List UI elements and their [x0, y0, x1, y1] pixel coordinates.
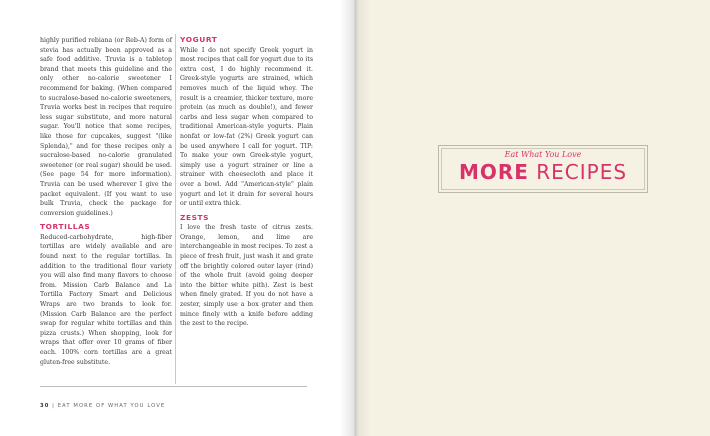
page-footer [40, 403, 165, 409]
tortillas-heading: TORTILLAS [40, 222, 91, 232]
section-title [438, 160, 648, 184]
running-title: EAT MORE OF WHAT YOU LOVE [57, 403, 166, 409]
footer-separator: | [52, 403, 56, 409]
zests-heading: ZESTS [180, 212, 210, 222]
section-title-rest: RECIPES [528, 160, 628, 184]
zests-paragraph: I love the fresh taste of citrus zests. Orange, lemon, and lime are interchangeable in most recipes. To zest a piece of fresh fruit, just wash it and grate off the brightly colored outer layer (rind) of the whole fruit (avoid going deeper into the bitter white pith). Zest is best when finely grated. If you do not have a zester, simply use a box grater and then mince finely with a knife before adding the zest to the recipe. [180, 224, 313, 328]
book-gutter [340, 0, 370, 436]
tortillas-paragraph: Reduced-carbohydrate, high-fiber tortillas are widely available and are found next to the regular tortillas. In addition to the traditional flour variety you will also find many flavors to choose from. Mission Carb Balance and La Tortilla Factory Smart and Delicious Wraps are two brands to look for. (Mission Carb Balance are the perfect swap for regular white tortillas and thin pizza crusts.) When shopping, look for wraps that offer over 10 grams of fiber each. 100% corn tortillas are a great gluten-free substitute. [40, 233, 172, 366]
section-title-bold: MORE [458, 160, 529, 184]
yogurt-heading: YOGURT [180, 35, 218, 44]
right-page [355, 0, 710, 436]
right-column [180, 36, 313, 331]
left-column [40, 36, 172, 369]
column-divider [175, 34, 176, 384]
footer-rule [40, 386, 307, 387]
stevia-paragraph: highly purified rebiana (or Reb-A) form of stevia has actually been approved as a safe food additive. Truvia is a tabletop brand that meets this guideline and the only other no-calorie sweetener I recommend for baking. (When compared to sucralose-based no-calorie sweeteners, Truvia works best in recipes that require less sugar substitute, and more natural sugar. You'll notice that some recipes, like those for cupcakes, suggest "(like Splenda)," and for these recipes only a sucralose-based no-calorie granulated sweetener (or real sugar) should be used. (See page 54 for more information). Truvia can be used wherever I give the packet equivalent. (If you want to use bulk Truvia, check the package for conversion guidelines.) [40, 37, 172, 217]
section-subtitle: Eat What You Love [504, 150, 582, 159]
yogurt-paragraph: While I do not specify Greek yogurt in most recipes that call for yogurt due to its extra cost, I do highly recommend it. Greek-style yogurts are strained, which removes much of the liquid whey. The result is a creamier, thicker texture, more protein (as much as double!), and fewer carbs and less sugar when compared to traditional American-style yogurts. Plain nonfat or low-fat (2%) Greek yogurt can be used anywhere I call for yogurt. TIP: To make your own Greek-style yogurt, simply use a yogurt strainer or line a strainer with cheesecloth and place it over a bowl. Add "American-style" plain yogurt and let it drain for several hours or until extra thick. [180, 46, 313, 208]
page-number: 30 [40, 403, 50, 409]
